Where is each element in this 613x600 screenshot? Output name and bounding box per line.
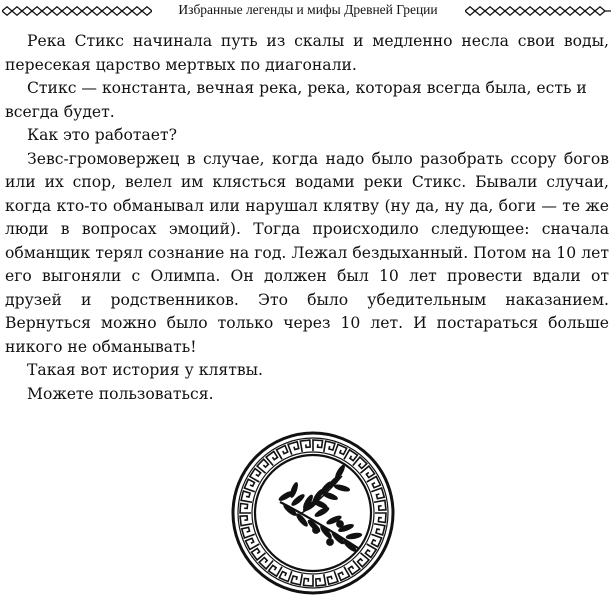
page-header [0,0,613,24]
paragraph: Как это работает? [27,126,177,144]
running-header-title: Избранные легенды и мифы Древней Греции [178,2,438,17]
body-text [5,30,609,406]
diamond-ornament-right-icon [465,6,611,16]
paragraph: Река Стикс начинала путь из скалы и медленно несла свои воды, пересекая царство мертвых по диагонали. [5,32,609,74]
paragraph: Можете пользоваться. [27,384,214,403]
paragraph: Зевс-громовержец в случае, когда надо было разобрать ссору богов или их спор, велел им клясться водами реки Стикс. Бывали случаи, когда кто-то обманывал или нарушал клятву (ну да, ну да, боги — те же люди в вопросах эмоций). Тогда происходило следующее: сначала обманщик терял сознание на год. Лежал бездыханный. Потом на 10 лет его выгоняли с Олимпа. Он должен был 10 лет провести вдали от друзей и родственников. Это было убедительным наказанием. Вернуться можно было только через 10 лет. И постараться больше никого не обманывать! [5,149,609,356]
olive-branch-emblem-icon [230,430,396,596]
diamond-ornament-left-icon [2,6,152,16]
paragraph: Стикс — константа, вечная река, река, которая всегда была, есть и всегда будет. [5,79,587,121]
paragraph: Такая вот история у клятвы. [27,361,263,379]
